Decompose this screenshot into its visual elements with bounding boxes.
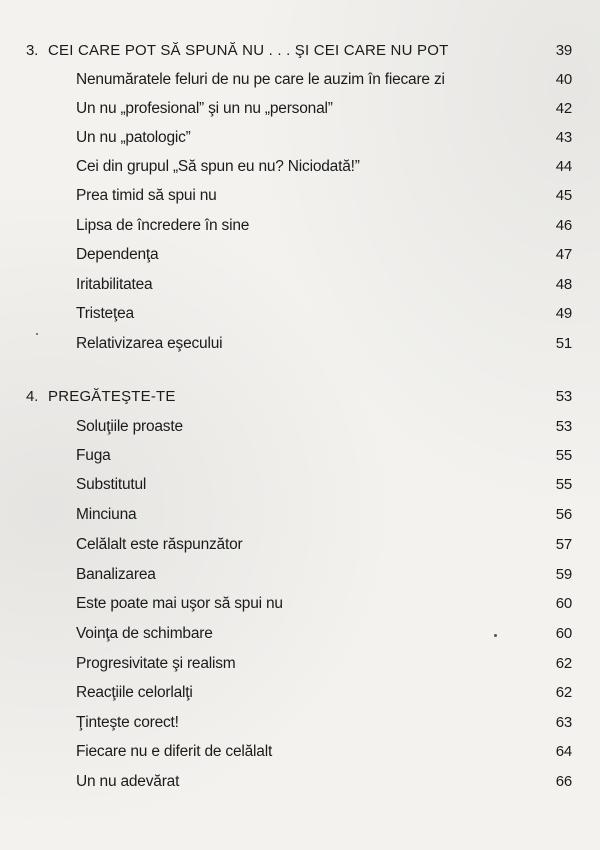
entry-title: Un nu adevărat — [76, 773, 180, 790]
scan-speck — [494, 634, 497, 637]
toc-entry — [0, 473, 600, 497]
toc-entry — [0, 622, 600, 646]
entry-title: Ţinteşte corect! — [76, 714, 179, 731]
entry-title: Reacţiile celorlalţi — [76, 684, 193, 701]
entry-page-number: 43 — [555, 129, 572, 146]
toc-entry — [0, 68, 600, 92]
chapter-heading — [0, 385, 600, 409]
toc-entry — [0, 126, 600, 150]
entry-page-number: 62 — [555, 655, 572, 672]
toc-entry — [0, 415, 600, 439]
chapter-title: CEI CARE POT SĂ SPUNĂ NU . . . ŞI CEI CARE NU POT — [48, 42, 449, 59]
scan-speck — [36, 333, 38, 335]
entry-title: Cei din grupul „Să spun eu nu? Niciodată!” — [76, 158, 360, 175]
entry-title: Progresivitate şi realism — [76, 655, 236, 672]
toc-entry — [0, 770, 600, 794]
toc-entry — [0, 184, 600, 208]
chapter-page-number: 39 — [555, 42, 572, 59]
toc-entry — [0, 563, 600, 587]
chapter-heading — [0, 39, 600, 63]
entry-page-number: 49 — [555, 305, 572, 322]
entry-page-number: 62 — [555, 684, 572, 701]
entry-page-number: 63 — [555, 714, 572, 731]
entry-title: Lipsa de încredere în sine — [76, 217, 250, 234]
entry-title: Relativizarea eşecului — [76, 335, 223, 352]
entry-title: Iritabilitatea — [76, 276, 153, 293]
entry-page-number: 45 — [555, 187, 572, 204]
chapter-number: 3. — [26, 42, 39, 59]
entry-page-number: 47 — [555, 246, 572, 263]
toc-entry — [0, 503, 600, 527]
toc-entry — [0, 592, 600, 616]
entry-page-number: 60 — [555, 625, 572, 642]
entry-page-number: 55 — [555, 447, 572, 464]
entry-title: Un nu „patologic” — [76, 129, 191, 146]
entry-title: Tristeţea — [76, 305, 134, 322]
entry-page-number: 55 — [555, 476, 572, 493]
toc-entry — [0, 214, 600, 238]
toc-entry — [0, 740, 600, 764]
entry-page-number: 57 — [555, 536, 572, 553]
entry-page-number: 44 — [555, 158, 572, 175]
entry-title: Un nu „profesional” şi un nu „personal” — [76, 100, 333, 117]
toc-entry — [0, 444, 600, 468]
toc-entry — [0, 155, 600, 179]
entry-page-number: 60 — [555, 595, 572, 612]
entry-title: Celălalt este răspunzător — [76, 536, 243, 553]
entry-title: Nenumăratele feluri de nu pe care le auzim în fiecare zi — [76, 71, 445, 88]
entry-page-number: 48 — [555, 276, 572, 293]
chapter-number: 4. — [26, 388, 39, 405]
entry-page-number: 51 — [555, 335, 572, 352]
entry-page-number: 66 — [555, 773, 572, 790]
entry-title: Fiecare nu e diferit de celălalt — [76, 743, 273, 760]
entry-title: Prea timid să spui nu — [76, 187, 217, 204]
toc-entry — [0, 302, 600, 326]
entry-title: Minciuna — [76, 506, 137, 523]
entry-title: Fuga — [76, 447, 111, 464]
entry-title: Substitutul — [76, 476, 147, 493]
entry-title: Dependenţa — [76, 246, 159, 263]
toc-entry — [0, 711, 600, 735]
entry-page-number: 53 — [555, 418, 572, 435]
entry-title: Banalizarea — [76, 566, 156, 583]
entry-page-number: 59 — [555, 566, 572, 583]
toc-entry — [0, 332, 600, 356]
toc-entry — [0, 243, 600, 267]
entry-page-number: 46 — [555, 217, 572, 234]
toc-entry — [0, 652, 600, 676]
entry-title: Voinţa de schimbare — [76, 625, 213, 642]
entry-title: Soluţiile proaste — [76, 418, 183, 435]
entry-page-number: 64 — [555, 743, 572, 760]
entry-page-number: 40 — [555, 71, 572, 88]
entry-page-number: 42 — [555, 100, 572, 117]
toc-entry — [0, 97, 600, 121]
chapter-title: PREGĂTEŞTE-TE — [48, 388, 176, 405]
toc-entry — [0, 681, 600, 705]
chapter-page-number: 53 — [555, 388, 572, 405]
toc-entry — [0, 273, 600, 297]
toc-entry — [0, 533, 600, 557]
entry-page-number: 56 — [555, 506, 572, 523]
entry-title: Este poate mai uşor să spui nu — [76, 595, 283, 612]
